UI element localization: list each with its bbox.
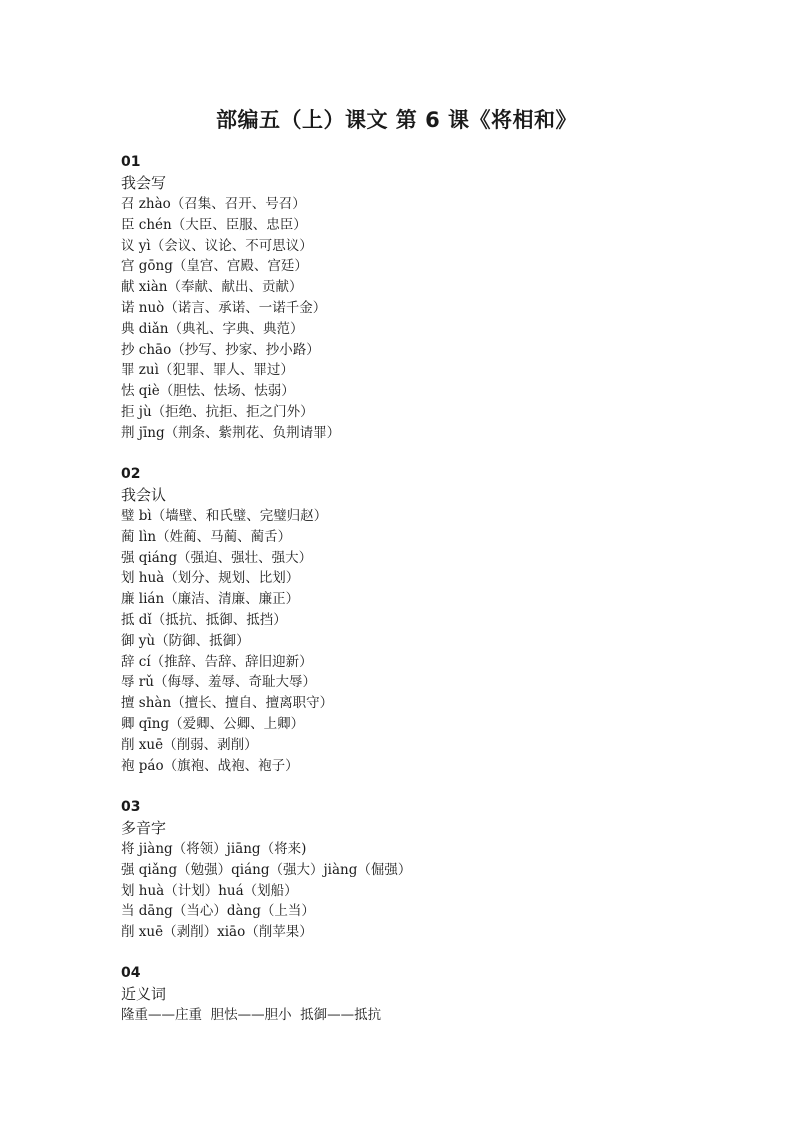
vocab-line: 抄 chāo（抄写、抄家、抄小路） [121, 341, 320, 358]
vocab-line: 议 yì（会议、议论、不可思议） [121, 237, 313, 254]
vocab-line: 蔺 lìn（姓蔺、马蔺、蔺舌） [121, 528, 292, 545]
section-04 [121, 963, 721, 1026]
page-title: 部编五（上）课文 第 6 课《将相和》 [215, 108, 578, 132]
polyphone-line: 当 dāng（当心）dàng（上当） [121, 903, 315, 920]
vocab-line: 臣 chén（大臣、臣服、忠臣） [121, 216, 307, 233]
synonym-line: 隆重——庄重 胆怯——胆小 抵御——抵抗 [121, 1007, 382, 1023]
vocab-line: 卿 qīng（爱卿、公卿、上卿） [121, 715, 305, 732]
vocab-line: 袍 páo（旗袍、战袍、袍子） [121, 757, 299, 774]
polyphone-line: 强 qiǎng（勉强）qiáng（强大）jiàng（倔强） [121, 861, 412, 878]
section-heading: 多音字 [121, 819, 167, 837]
section-heading: 我会写 [121, 174, 167, 192]
vocab-line: 罪 zuì（犯罪、罪人、罪过） [121, 362, 294, 379]
vocab-line: 削 xuē（削弱、剥削） [121, 736, 258, 753]
vocab-line: 典 diǎn（典礼、字典、典范） [121, 320, 304, 337]
vocab-line: 抵 dǐ（抵抗、抵御、抵挡） [121, 611, 287, 628]
section-number: 04 [121, 965, 141, 981]
vocab-line: 荆 jīng（荆条、紫荆花、负荆请罪） [121, 424, 341, 441]
polyphone-line: 划 huà（计划）huá（划船） [121, 882, 298, 899]
vocab-line: 划 huà（划分、规划、比划） [121, 570, 300, 587]
vocab-line: 诺 nuò（诺言、承诺、一诺千金） [121, 299, 327, 316]
section-number: 02 [121, 466, 141, 482]
section-number: 01 [121, 154, 141, 170]
section-02 [121, 464, 721, 776]
vocab-line: 御 yù（防御、抵御） [121, 632, 250, 649]
section-01 [121, 152, 721, 444]
polyphone-line: 削 xuē（剥削）xiāo（削苹果） [121, 924, 313, 941]
vocab-line: 宫 gōng（皇宫、宫殿、宫廷） [121, 258, 308, 275]
vocab-line: 拒 jù（拒绝、抗拒、拒之门外） [121, 403, 314, 420]
vocab-line: 辱 rǔ（侮辱、羞辱、奇耻大辱） [121, 674, 316, 691]
vocab-line: 献 xiàn（奉献、献出、贡献） [121, 279, 303, 296]
vocab-line: 强 qiáng（强迫、强壮、强大） [121, 549, 313, 566]
section-heading: 我会认 [121, 486, 167, 504]
vocab-line: 廉 lián（廉洁、清廉、廉正） [121, 591, 300, 608]
section-03 [121, 797, 721, 943]
section-heading: 近义词 [121, 985, 167, 1003]
section-number: 03 [121, 799, 141, 815]
vocab-line: 擅 shàn（擅长、擅自、擅离职守） [121, 695, 334, 712]
vocab-line: 怯 qiè（胆怯、怯场、怯弱） [121, 383, 295, 400]
vocab-line: 璧 bì（墙壁、和氏璧、完璧归赵） [121, 508, 328, 524]
polyphone-line: 将 jiàng（将领）jiāng（将来) [121, 841, 307, 857]
vocab-line: 辞 cí（推辞、告辞、辞旧迎新） [121, 653, 313, 670]
vocab-line: 召 zhào（召集、召开、号召） [121, 196, 306, 212]
